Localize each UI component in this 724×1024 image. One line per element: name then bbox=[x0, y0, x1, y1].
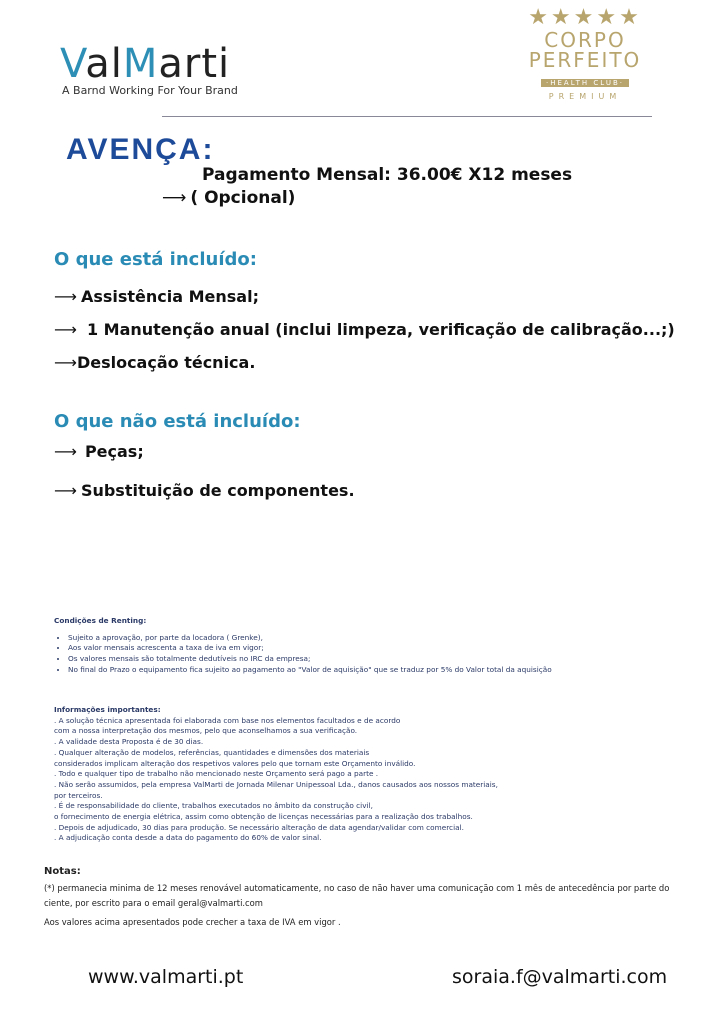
partner-line1: CORPO bbox=[544, 28, 626, 52]
renting-item: • Aos valor mensais acrescenta a taxa de iva em vigor; bbox=[68, 643, 552, 654]
info-line: . A solução técnica apresentada foi elaborada com base nos elementos facultados e de acordo bbox=[54, 715, 401, 725]
email-link[interactable]: soraia.f@valmarti.com bbox=[452, 966, 668, 988]
info-line: . Todo e qualquer tipo de trabalho não mencionado neste Orçamento será pago a parte . bbox=[54, 769, 379, 779]
arrow-icon: ⟶ bbox=[54, 287, 77, 306]
notes-section bbox=[44, 864, 684, 930]
included-item bbox=[54, 287, 259, 306]
included-item bbox=[54, 353, 255, 372]
info-line: . A adjudicação conta desde a data do pagamento do 60% de valor sinal. bbox=[54, 833, 322, 843]
renting-conditions bbox=[54, 616, 552, 676]
renting-item: • Os valores mensais são totalmente dedutíveis no IRC da empresa; bbox=[68, 654, 552, 665]
renting-item: • No final do Prazo o equipamento fica sujeito ao pagamento ao "Valor de aquisição" que se traduz por 5% do Valor total da aquisição bbox=[68, 665, 552, 676]
notes-title: Notas: bbox=[44, 866, 81, 877]
info-line: por terceiros. bbox=[54, 790, 103, 800]
valmarti-logo bbox=[60, 42, 230, 86]
logo-al: al bbox=[85, 41, 123, 87]
renting-item: • Sujeito a aprovação, por parte da locadora ( Grenke), bbox=[68, 633, 552, 644]
corpo-perfeito-logo bbox=[520, 6, 650, 101]
item-text: Peças; bbox=[84, 442, 144, 461]
renting-title: Condições de Renting: bbox=[54, 616, 147, 625]
info-line: . Não serão assumidos, pela empresa ValMarti de Jornada Milenar Unipessoal Lda., danos causados aos nossos materiais, bbox=[54, 779, 498, 789]
arrow-icon: ⟶ bbox=[54, 320, 77, 339]
item-text: 1 Manutenção anual (inclui limpeza, verificação de calibração...;) bbox=[86, 320, 675, 339]
arrow-icon: ⟶ bbox=[162, 188, 187, 208]
partner-line3: ·HEALTH CLUB· bbox=[541, 79, 629, 87]
arrow-icon: ⟶ bbox=[54, 442, 77, 461]
info-line: o fornecimento de energia elétrica, assim como obtenção de licenças necessárias para a realização dos trabalhos. bbox=[54, 812, 473, 822]
info-line: . É de responsabilidade do cliente, trabalhos executados no âmbito da construção civil, bbox=[54, 801, 373, 811]
logo-arti: arti bbox=[158, 41, 231, 87]
logo-m: M bbox=[122, 41, 159, 87]
important-info bbox=[54, 705, 498, 844]
info-line: . Depois de adjudicado, 30 dias para produção. Se necessário alteração de data agendar/validar com comercial. bbox=[54, 822, 464, 832]
info-line: . A validade desta Proposta é de 30 dias. bbox=[54, 737, 204, 747]
not-included-item bbox=[54, 442, 144, 461]
not-included-title: O que não está incluído: bbox=[54, 411, 301, 432]
logo-v: V bbox=[60, 41, 86, 87]
website-link[interactable]: www.valmarti.pt bbox=[88, 966, 244, 988]
info-line: com a nossa interpretação dos mesmos, pelo que aconselhamos a sua verificação. bbox=[54, 726, 358, 736]
stars-icon: ★★★★★ bbox=[528, 5, 642, 30]
included-title: O que está incluído: bbox=[54, 249, 257, 270]
arrow-icon: ⟶ bbox=[54, 353, 77, 372]
divider bbox=[162, 116, 652, 117]
info-line: . Qualquer alteração de modelos, referências, quantidades e dimensões dos materiais bbox=[54, 747, 370, 757]
avenca-title: AVENÇA: bbox=[66, 133, 215, 166]
arrow-icon: ⟶ bbox=[54, 481, 77, 500]
info-title: Informações importantes: bbox=[54, 705, 161, 714]
partner-line2: PERFEITO bbox=[528, 48, 642, 72]
notes-text: (*) permanecia minima de 12 meses renovável automaticamente, no caso de não haver uma comunicação com 1 mês de antecedência por parte do ciente, por escrito para o email geral@valmarti.com bbox=[44, 883, 670, 908]
included-item bbox=[54, 320, 675, 339]
not-included-item bbox=[54, 481, 355, 500]
vat-note: Aos valores acima apresentados pode crecher a taxa de IVA em vigor . bbox=[44, 917, 341, 927]
item-text: Substituição de componentes. bbox=[80, 481, 355, 500]
item-text: Deslocação técnica. bbox=[76, 353, 256, 372]
optional-line bbox=[162, 188, 295, 208]
payment-line: Pagamento Mensal: 36.00€ X12 meses bbox=[202, 165, 573, 185]
item-text: Assistência Mensal; bbox=[80, 287, 259, 306]
partner-line4: PREMIUM bbox=[548, 92, 622, 101]
info-line: considerados implicam alteração dos respetivos valores pelo que tornam este Orçamento inválido. bbox=[54, 758, 416, 768]
optional-text: ( Opcional) bbox=[190, 188, 296, 208]
logo-tagline: A Barnd Working For Your Brand bbox=[62, 84, 238, 97]
